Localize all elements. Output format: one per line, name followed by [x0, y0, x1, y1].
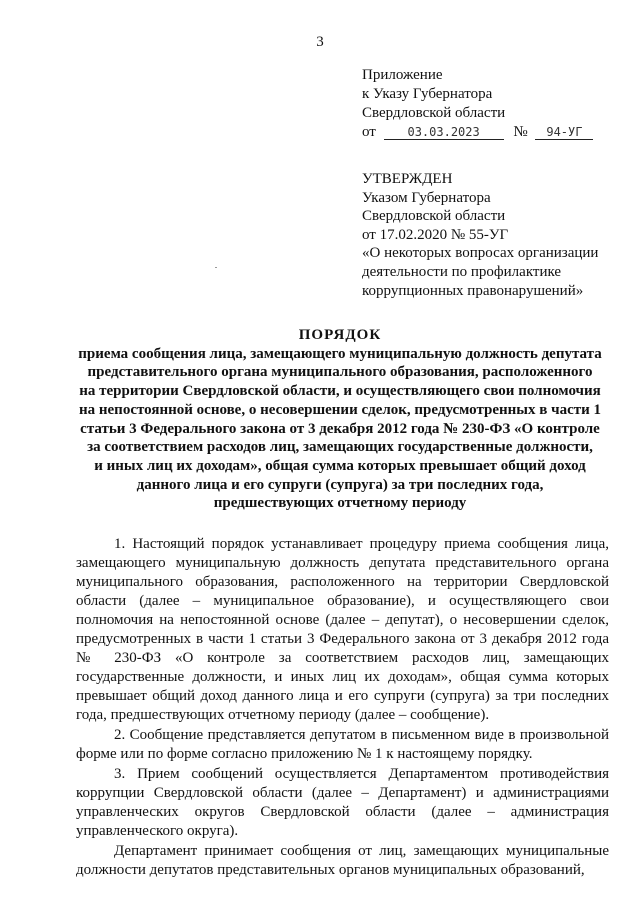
title-line: данного лица и его супруги (супруга) за три последних года,: [136, 476, 544, 493]
approved-block: [362, 170, 598, 300]
approved-line-1: УТВЕРЖДЕН: [362, 171, 453, 187]
appendix-block: [362, 66, 593, 142]
title-heading: ПОРЯДОК: [298, 327, 382, 343]
title-line: на территории Свердловской области, и осуществляющего свои полномочия: [79, 383, 601, 400]
appendix-line-2: к Указу Губернатора: [362, 86, 493, 102]
approved-line-5: «О некоторых вопросах организации: [362, 245, 599, 262]
number-prefix: №: [513, 124, 528, 140]
approved-line-4: от 17.02.2020 № 55-УГ: [362, 226, 509, 243]
date-prefix: от: [362, 124, 376, 140]
date-value: 03.03.2023: [384, 125, 504, 140]
approved-line-7: коррупционных правонарушений»: [362, 282, 584, 299]
title-line: представительного органа муниципального образования, расположенного: [87, 364, 593, 381]
page-number: 3: [316, 34, 324, 50]
approved-line-3: Свердловской области: [362, 208, 506, 225]
document-body: [76, 535, 609, 880]
title-line: приема сообщения лица, замещающего муниципальную должность депутата: [78, 345, 602, 362]
document-title: [60, 326, 620, 513]
paragraph-1: 1. Настоящий порядок устанавливает процедуру приема сообщения лица, замещающего муниципальную должность депутата представительного органа муниципального образования, расположенного на территории Свердловской области (далее – муниципальное образование), и осуществляющего свои полномочия на непостоянной основе (далее – депутат), о несовершении сделок, предусмотренных в части 1 статьи 3 Федерального закона от 3 декабря 2012 года № 230-ФЗ «О контроле за соответствием расходов лиц, замещающих государственные должности, и иных лиц их доходам», общая сумма которых превышает общий доход данного лица и его супруги (супруга) за три последних года, предшествующих отчетному периоду (далее – сообщение).: [76, 536, 609, 723]
title-line: за соответствием расходов лиц, замещающих государственные должности,: [87, 439, 593, 456]
number-value: 94-УГ: [535, 125, 593, 140]
title-line: предшествующих отчетному периоду: [213, 495, 467, 512]
paragraph-2: 2. Сообщение представляется депутатом в письменном виде в произвольной форме или по форме согласно приложению № 1 к настоящему порядку.: [76, 727, 609, 762]
scan-speck: [215, 267, 217, 268]
approved-line-2: Указом Губернатора: [362, 189, 491, 206]
appendix-line-1: Приложение: [362, 67, 443, 83]
appendix-line-3: Свердловской области: [362, 105, 506, 121]
approved-line-6: деятельности по профилактике: [362, 263, 562, 280]
paragraph-3: 3. Прием сообщений осуществляется Департаментом противодействия коррупции Свердловской области (далее – Департамент) и администрациями управленческих округов Свердловской области (далее – администрация управленческого округа).: [76, 766, 609, 839]
title-line: статьи 3 Федерального закона от 3 декабря 2012 года № 230-ФЗ «О контроле: [80, 420, 600, 437]
paragraph-4: Департамент принимает сообщения от лиц, замещающих муниципальные должности депутатов представительных органов муниципальных образований,: [76, 843, 609, 878]
appendix-date-line: [362, 123, 593, 142]
title-line: на непостоянной основе, о несовершении сделок, предусмотренных в части 1: [78, 401, 601, 418]
title-line: и иных лиц их доходам», общая сумма которых превышает общий доход: [94, 457, 586, 474]
